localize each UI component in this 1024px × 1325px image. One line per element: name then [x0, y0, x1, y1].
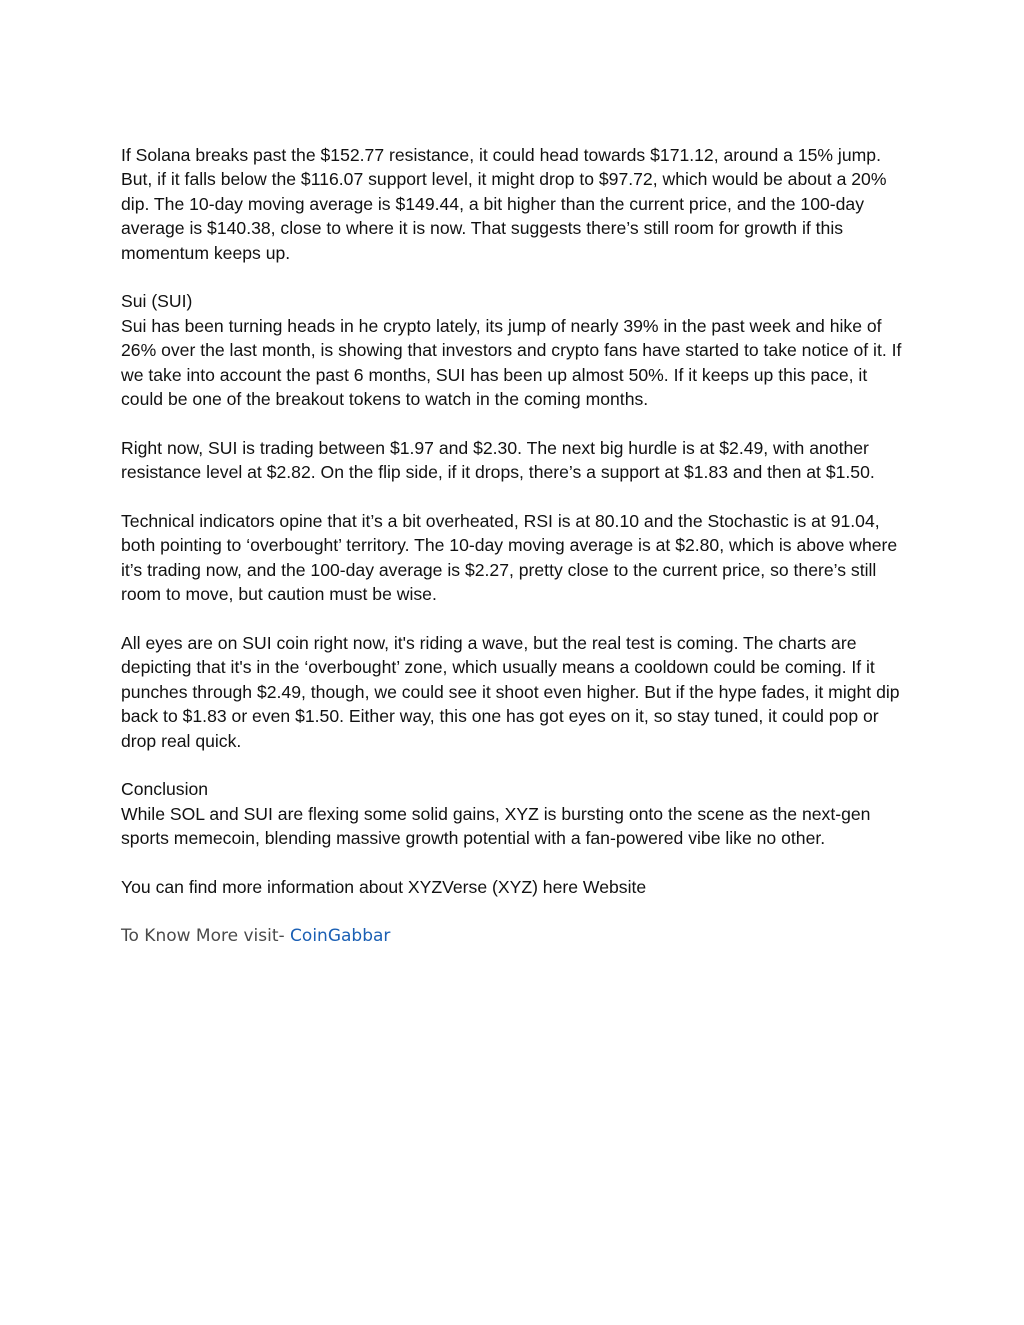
footer-prefix: To Know More visit-	[121, 925, 291, 946]
document-page	[121, 143, 911, 965]
paragraph-sui-levels: Right now, SUI is trading between $1.97 and $2.30. The next big hurdle is at $2.49, with another resistance level at $2.82. On the flip side, if it drops, there’s a support at $1.83 and then at $1.50.	[121, 437, 875, 483]
footer-visit-line	[121, 924, 911, 948]
paragraph-solana-outlook: If Solana breaks past the $152.77 resistance, it could head towards $171.12, around a 15% jump. But, if it falls below the $116.07 support level, it might drop to $97.72, which would be about a 20% dip. The 10-day moving average is $149.44, a bit higher than the current price, and the 100-day average is $140.38, close to where it is now. That suggests there’s still room for growth if this momentum keeps up.	[121, 145, 887, 263]
paragraph-sui-intro: Sui has been turning heads in he crypto lately, its jump of nearly 39% in the past week and hike of 26% over the last month, is showing that investors and crypto fans have started to take notice of it. If we take into account the past 6 months, SUI has been up almost 50%. If it keeps up this pace, it could be one of the breakout tokens to watch in the coming months.	[121, 315, 902, 410]
paragraph-sui-outlook: All eyes are on SUI coin right now, it's riding a wave, but the real test is coming. The charts are depicting that it's in the ‘overbought’ zone, which usually means a cooldown could be coming. If it punches through $2.49, though, we could see it shoot even higher. But if the hype fades, it might dip back to $1.83 or even $1.50. Either way, this one has got eyes on it, so stay tuned, it could pop or drop real quick.	[121, 633, 900, 751]
coingabbar-link[interactable]: CoinGabbar	[290, 925, 391, 946]
heading-sui: Sui (SUI)	[121, 291, 193, 312]
heading-conclusion: Conclusion	[121, 779, 209, 800]
paragraph-conclusion: While SOL and SUI are flexing some solid gains, XYZ is bursting onto the scene as the next-gen sports memecoin, blending massive growth potential with a fan-powered vibe like no other.	[121, 803, 871, 849]
paragraph-more-info: You can find more information about XYZVerse (XYZ) here Website	[121, 877, 647, 898]
paragraph-sui-indicators: Technical indicators opine that it’s a bit overheated, RSI is at 80.10 and the Stochastic is at 91.04, both pointing to ‘overbought’ territory. The 10-day moving average is at $2.80, which is above where it’s trading now, and the 100-day average is $2.27, pretty close to the current price, so there’s still room to move, but caution must be wise.	[121, 511, 898, 605]
